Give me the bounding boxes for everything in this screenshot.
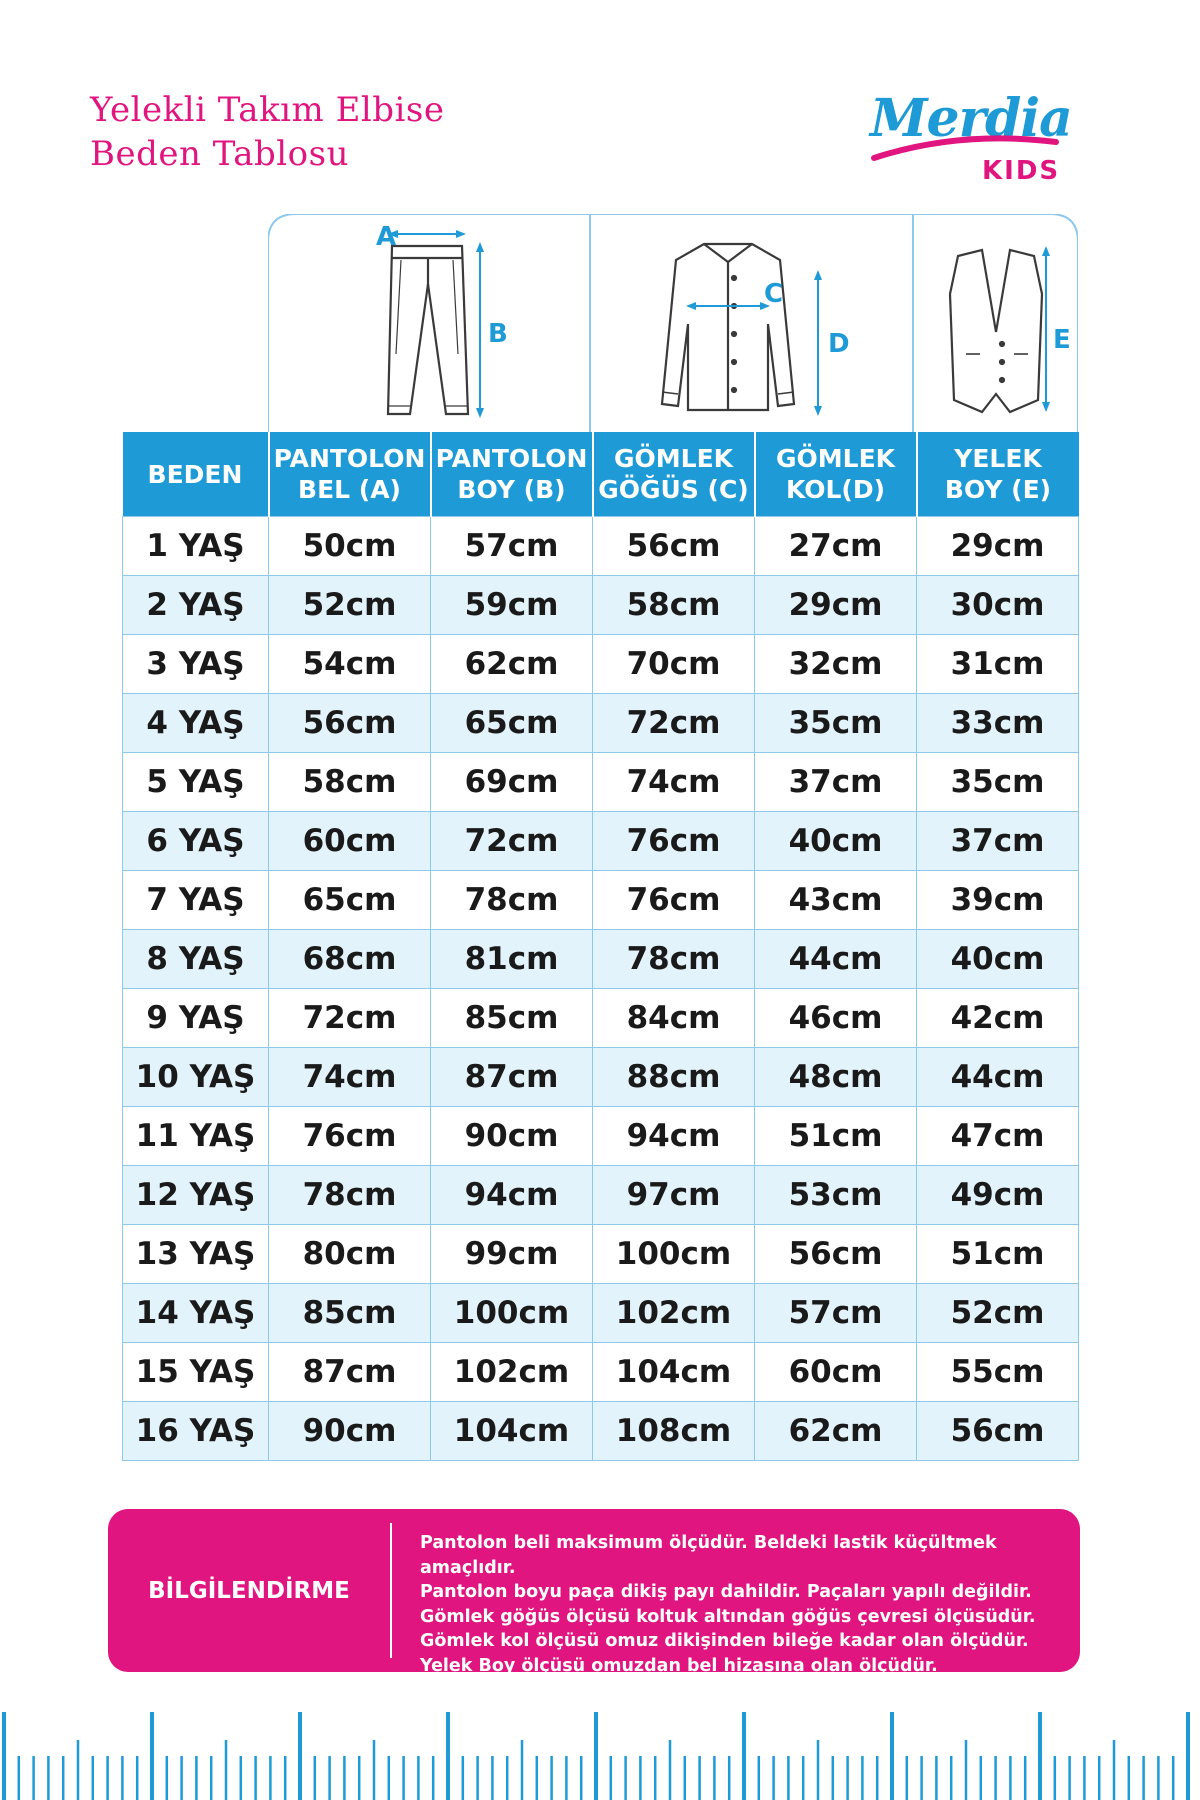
column-header — [431, 432, 593, 517]
measurement-cell: 54cm — [269, 635, 431, 694]
measurement-cell: 29cm — [755, 576, 917, 635]
measurement-cell: 52cm — [269, 576, 431, 635]
measurement-cell: 78cm — [431, 871, 593, 930]
measurement-cell: 37cm — [755, 753, 917, 812]
table-row — [123, 1225, 1079, 1284]
info-line: Pantolon boyu paça dikiş payı dahildir. Paçaları yapılı değildir. — [420, 1582, 1032, 1602]
measurement-cell: 62cm — [431, 635, 593, 694]
measurement-cell: 70cm — [593, 635, 755, 694]
size-cell: 14 YAŞ — [123, 1284, 269, 1343]
measurement-cell: 78cm — [269, 1166, 431, 1225]
measurement-cell: 76cm — [269, 1107, 431, 1166]
table-row — [123, 1284, 1079, 1343]
measurement-cell: 62cm — [755, 1402, 917, 1461]
logo-sub-text: KIDS — [982, 156, 1061, 186]
measurement-cell: 65cm — [269, 871, 431, 930]
measurement-cell: 57cm — [755, 1284, 917, 1343]
measurement-cell: 78cm — [593, 930, 755, 989]
table-row — [123, 1048, 1079, 1107]
ruler-decoration — [0, 1700, 1200, 1800]
measurement-cell: 74cm — [593, 753, 755, 812]
measurement-cell: 27cm — [755, 517, 917, 576]
column-header — [269, 432, 431, 517]
table-row — [123, 1166, 1079, 1225]
measurement-cell: 42cm — [917, 989, 1079, 1048]
measurement-cell: 51cm — [755, 1107, 917, 1166]
measurement-cell: 87cm — [431, 1048, 593, 1107]
info-line: Pantolon beli maksimum ölçüdür. Beldeki lastik küçültmek amaçlıdır. — [420, 1533, 997, 1578]
info-line: Yelek Boy ölçüsü omuzdan bel hizasına olan ölçüdür. — [420, 1655, 938, 1676]
measurement-cell: 102cm — [593, 1284, 755, 1343]
size-cell: 1 YAŞ — [123, 517, 269, 576]
column-header-line1: GÖMLEK — [775, 444, 896, 473]
info-divider — [390, 1523, 392, 1658]
info-box — [108, 1509, 1080, 1676]
pants-icon — [388, 246, 468, 414]
measurement-cell: 39cm — [917, 871, 1079, 930]
label-a: A — [376, 222, 397, 252]
measurement-cell: 104cm — [431, 1402, 593, 1461]
measurement-cell: 65cm — [431, 694, 593, 753]
size-cell: 12 YAŞ — [123, 1166, 269, 1225]
measurement-cell: 94cm — [431, 1166, 593, 1225]
measurement-cell: 108cm — [593, 1402, 755, 1461]
measurement-cell: 94cm — [593, 1107, 755, 1166]
measurement-cell: 40cm — [917, 930, 1079, 989]
column-header-line1: PANTOLON — [435, 444, 588, 473]
column-header-line2: BOY (E) — [944, 475, 1052, 504]
table-row — [123, 1343, 1079, 1402]
table-row — [123, 989, 1079, 1048]
measurement-cell: 104cm — [593, 1343, 755, 1402]
measurement-cell: 99cm — [431, 1225, 593, 1284]
measurement-cell: 35cm — [917, 753, 1079, 812]
info-line: Gömlek kol ölçüsü omuz dikişinden bileğe kadar olan ölçüdür. — [420, 1631, 1029, 1651]
measurement-cell: 37cm — [917, 812, 1079, 871]
brand-logo — [870, 88, 1070, 198]
column-header — [123, 432, 269, 517]
measurement-cell: 57cm — [431, 517, 593, 576]
measurement-cell: 33cm — [917, 694, 1079, 753]
measurement-cell: 72cm — [431, 812, 593, 871]
measurement-cell: 60cm — [755, 1343, 917, 1402]
measurement-cell: 32cm — [755, 635, 917, 694]
measurement-cell: 53cm — [755, 1166, 917, 1225]
size-cell: 4 YAŞ — [123, 694, 269, 753]
label-e: E — [1053, 325, 1071, 355]
measurement-cell: 84cm — [593, 989, 755, 1048]
measurement-cell: 29cm — [917, 517, 1079, 576]
measurement-cell: 102cm — [431, 1343, 593, 1402]
table-row — [123, 694, 1079, 753]
table-row — [123, 1402, 1079, 1461]
column-header-line1: YELEK — [954, 444, 1042, 473]
measurement-cell: 80cm — [269, 1225, 431, 1284]
column-header-line2: GÖĞÜS (C) — [598, 475, 749, 504]
measurement-cell: 100cm — [593, 1225, 755, 1284]
vest-icon — [950, 250, 1042, 412]
measurement-cell: 69cm — [431, 753, 593, 812]
logo-brand-text: Merdia — [870, 88, 1072, 149]
column-header — [917, 432, 1079, 517]
measurement-cell: 56cm — [593, 517, 755, 576]
measurement-cell: 58cm — [593, 576, 755, 635]
info-label: BİLGİLENDİRME — [148, 1577, 350, 1604]
measurement-cell: 43cm — [755, 871, 917, 930]
measurement-cell: 47cm — [917, 1107, 1079, 1166]
measurement-cell: 52cm — [917, 1284, 1079, 1343]
size-table — [122, 432, 1079, 1461]
measurement-cell: 30cm — [917, 576, 1079, 635]
label-b: B — [488, 319, 508, 349]
table-row — [123, 635, 1079, 694]
measurement-cell: 68cm — [269, 930, 431, 989]
measurement-cell: 81cm — [431, 930, 593, 989]
table-body — [123, 517, 1079, 1461]
table-row — [123, 753, 1079, 812]
size-cell: 16 YAŞ — [123, 1402, 269, 1461]
size-cell: 15 YAŞ — [123, 1343, 269, 1402]
measurement-cell: 56cm — [755, 1225, 917, 1284]
size-cell: 5 YAŞ — [123, 753, 269, 812]
title-line-2: Beden Tablosu — [90, 134, 349, 174]
table-row — [123, 517, 1079, 576]
size-cell: 8 YAŞ — [123, 930, 269, 989]
measurement-cell: 76cm — [593, 871, 755, 930]
table-row — [123, 812, 1079, 871]
measurement-cell: 44cm — [755, 930, 917, 989]
size-cell: 9 YAŞ — [123, 989, 269, 1048]
size-cell: 3 YAŞ — [123, 635, 269, 694]
measurement-cell: 56cm — [269, 694, 431, 753]
size-cell: 13 YAŞ — [123, 1225, 269, 1284]
table-header-row — [123, 432, 1079, 517]
measurement-cell: 49cm — [917, 1166, 1079, 1225]
info-list — [420, 1531, 1080, 1678]
column-header-line2: BOY (B) — [457, 475, 566, 504]
table-row — [123, 930, 1079, 989]
column-header-line1: GÖMLEK — [613, 444, 734, 473]
measurement-cell: 85cm — [269, 1284, 431, 1343]
measurement-cell: 40cm — [755, 812, 917, 871]
table-row — [123, 871, 1079, 930]
column-header — [593, 432, 755, 517]
measurement-cell: 46cm — [755, 989, 917, 1048]
size-cell: 6 YAŞ — [123, 812, 269, 871]
measurement-cell: 88cm — [593, 1048, 755, 1107]
measurement-cell: 97cm — [593, 1166, 755, 1225]
column-header — [755, 432, 917, 517]
size-cell: 11 YAŞ — [123, 1107, 269, 1166]
measurement-cell: 59cm — [431, 576, 593, 635]
measurement-cell: 76cm — [593, 812, 755, 871]
page-title — [90, 88, 445, 176]
measurement-cell: 44cm — [917, 1048, 1079, 1107]
measurement-cell: 60cm — [269, 812, 431, 871]
measurement-cell: 35cm — [755, 694, 917, 753]
column-header-line1: BEDEN — [147, 459, 243, 489]
column-header-line2: BEL (A) — [298, 475, 401, 504]
measurement-cell: 100cm — [431, 1284, 593, 1343]
garment-illustrations — [268, 214, 1078, 432]
table-row — [123, 576, 1079, 635]
shirt-icon — [662, 244, 794, 410]
column-header-line2: KOL(D) — [785, 475, 886, 504]
size-cell: 7 YAŞ — [123, 871, 269, 930]
measurement-cell: 55cm — [917, 1343, 1079, 1402]
measurement-cell: 90cm — [431, 1107, 593, 1166]
measurement-cell: 72cm — [593, 694, 755, 753]
measurement-cell: 31cm — [917, 635, 1079, 694]
measurement-cell: 51cm — [917, 1225, 1079, 1284]
column-header-line1: PANTOLON — [273, 444, 426, 473]
size-cell: 10 YAŞ — [123, 1048, 269, 1107]
label-c: C — [764, 279, 784, 309]
measurement-cell: 56cm — [917, 1402, 1079, 1461]
measurement-cell: 85cm — [431, 989, 593, 1048]
measurement-cell: 48cm — [755, 1048, 917, 1107]
size-cell: 2 YAŞ — [123, 576, 269, 635]
info-line: Gömlek göğüs ölçüsü koltuk altından göğüs çevresi ölçüsüdür. — [420, 1606, 1036, 1627]
measurement-cell: 58cm — [269, 753, 431, 812]
measurement-cell: 90cm — [269, 1402, 431, 1461]
table-row — [123, 1107, 1079, 1166]
measurement-cell: 74cm — [269, 1048, 431, 1107]
label-d: D — [828, 329, 850, 359]
measurement-cell: 87cm — [269, 1343, 431, 1402]
title-line-1: Yelekli Takım Elbise — [90, 90, 445, 130]
measurement-cell: 72cm — [269, 989, 431, 1048]
measurement-cell: 50cm — [269, 517, 431, 576]
